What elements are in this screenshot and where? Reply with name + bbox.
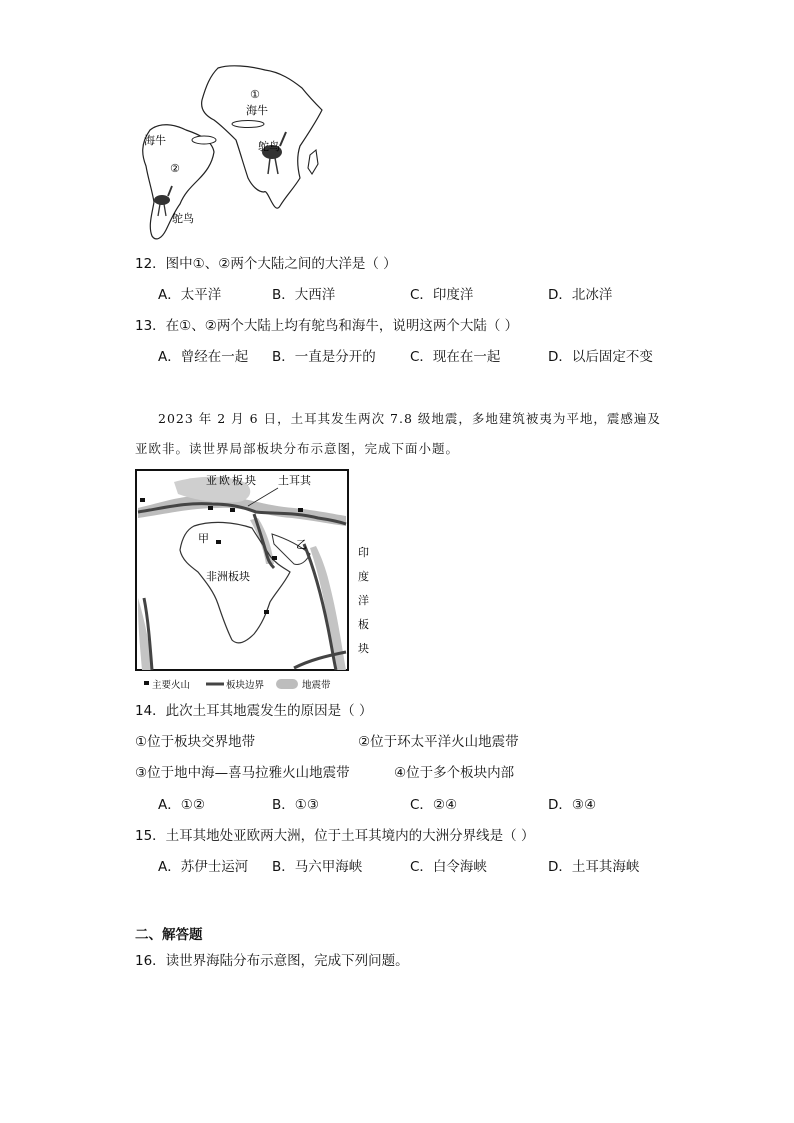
q15-option-b: B．马六甲海峡 bbox=[272, 859, 363, 875]
q12-option-b: B．大西洋 bbox=[272, 287, 336, 303]
turkey-label: 土耳其 bbox=[278, 474, 311, 487]
q15-option-a: A．苏伊士运河 bbox=[158, 859, 249, 875]
q13-option-b: B．一直是分开的 bbox=[272, 349, 376, 365]
passage-line-2: 亚欧非。读世界局部板块分布示意图，完成下面小题。 bbox=[135, 441, 460, 456]
volcano-icon bbox=[140, 498, 145, 502]
q14-option-a: A．①② bbox=[158, 797, 205, 813]
volcano-icon bbox=[272, 556, 277, 560]
haniu-label-africa: 海牛 bbox=[246, 104, 268, 117]
q13-option-a: A．曾经在一起 bbox=[158, 349, 249, 365]
jia-label: 甲 bbox=[198, 532, 209, 545]
indian-plate-char: 块 bbox=[358, 642, 369, 655]
q14-item-4: ④位于多个板块内部 bbox=[394, 765, 515, 781]
volcano-icon bbox=[208, 506, 213, 510]
q14-option-d: D．③④ bbox=[548, 797, 597, 813]
tuoniao-label-sa: 鸵鸟 bbox=[172, 212, 194, 225]
eurasia-plate-label: 亚欧板块 bbox=[206, 474, 258, 487]
continents-map bbox=[130, 60, 330, 245]
question-12-stem: 12．图中①、②两个大陆之间的大洋是（ ） bbox=[135, 256, 397, 272]
indian-plate-char: 板 bbox=[358, 618, 369, 631]
legend-quake-label: 地震带 bbox=[302, 680, 331, 691]
question-13-stem: 13．在①、②两个大陆上均有鸵鸟和海牛，说明这两个大陆（ ） bbox=[135, 318, 519, 334]
question-15-stem: 15．土耳其地处亚欧两大洲，位于土耳其境内的大洲分界线是（ ） bbox=[135, 828, 535, 844]
indian-plate-char: 度 bbox=[358, 570, 369, 583]
q15-option-c: C．白令海峡 bbox=[410, 859, 487, 875]
africa-plate-label: 非洲板块 bbox=[206, 570, 250, 583]
q14-item-1: ①位于板块交界地带 bbox=[135, 734, 256, 750]
legend-boundary-label: 板块边界 bbox=[226, 680, 265, 691]
question-16-stem: 16．读世界海陆分布示意图，完成下列问题。 bbox=[135, 953, 409, 969]
q14-option-b: B．①③ bbox=[272, 797, 319, 813]
q13-option-c: C．现在在一起 bbox=[410, 349, 501, 365]
legend-volcano-label: 主要火山 bbox=[152, 680, 191, 691]
question-14-stem: 14．此次土耳其地震发生的原因是（ ） bbox=[135, 703, 373, 719]
passage-line-1: 2023 年 2 月 6 日，土耳其发生两次 7.8 级地震，多地建筑被夷为平地，震感遍及 bbox=[158, 411, 661, 426]
section-title: 二、解答题 bbox=[135, 927, 203, 943]
volcano-icon bbox=[230, 508, 235, 512]
africa-outline bbox=[202, 66, 322, 208]
haniu-label-sa: 海牛 bbox=[144, 134, 166, 147]
q14-item-2: ②位于环太平洋火山地震带 bbox=[358, 734, 519, 750]
continent-label-1: ① bbox=[250, 88, 260, 101]
sea-cow-icon-sa bbox=[192, 136, 216, 144]
tuoniao-label-africa: 鸵鸟 bbox=[258, 140, 280, 153]
q14-item-3: ③位于地中海—喜马拉雅火山地震带 bbox=[135, 765, 350, 781]
volcano-icon bbox=[216, 540, 221, 544]
q12-option-d: D．北冰洋 bbox=[548, 287, 613, 303]
volcano-icon bbox=[264, 610, 269, 614]
q12-option-c: C．印度洋 bbox=[410, 287, 474, 303]
q12-option-a: A．太平洋 bbox=[158, 287, 222, 303]
q15-option-d: D．土耳其海峡 bbox=[548, 859, 640, 875]
indian-plate-char: 洋 bbox=[358, 594, 369, 607]
volcano-icon bbox=[298, 508, 303, 512]
indian-plate-char: 印 bbox=[358, 546, 369, 559]
legend-volcano-icon bbox=[144, 681, 149, 685]
continent-label-2: ② bbox=[170, 162, 180, 175]
sea-cow-icon-africa bbox=[232, 121, 264, 128]
madagascar bbox=[308, 150, 318, 174]
q13-option-d: D．以后固定不变 bbox=[548, 349, 653, 365]
q14-option-c: C．②④ bbox=[410, 797, 458, 813]
plate-map bbox=[134, 468, 369, 696]
legend-quake-icon bbox=[276, 679, 298, 689]
yi-label: 乙 bbox=[296, 538, 307, 551]
